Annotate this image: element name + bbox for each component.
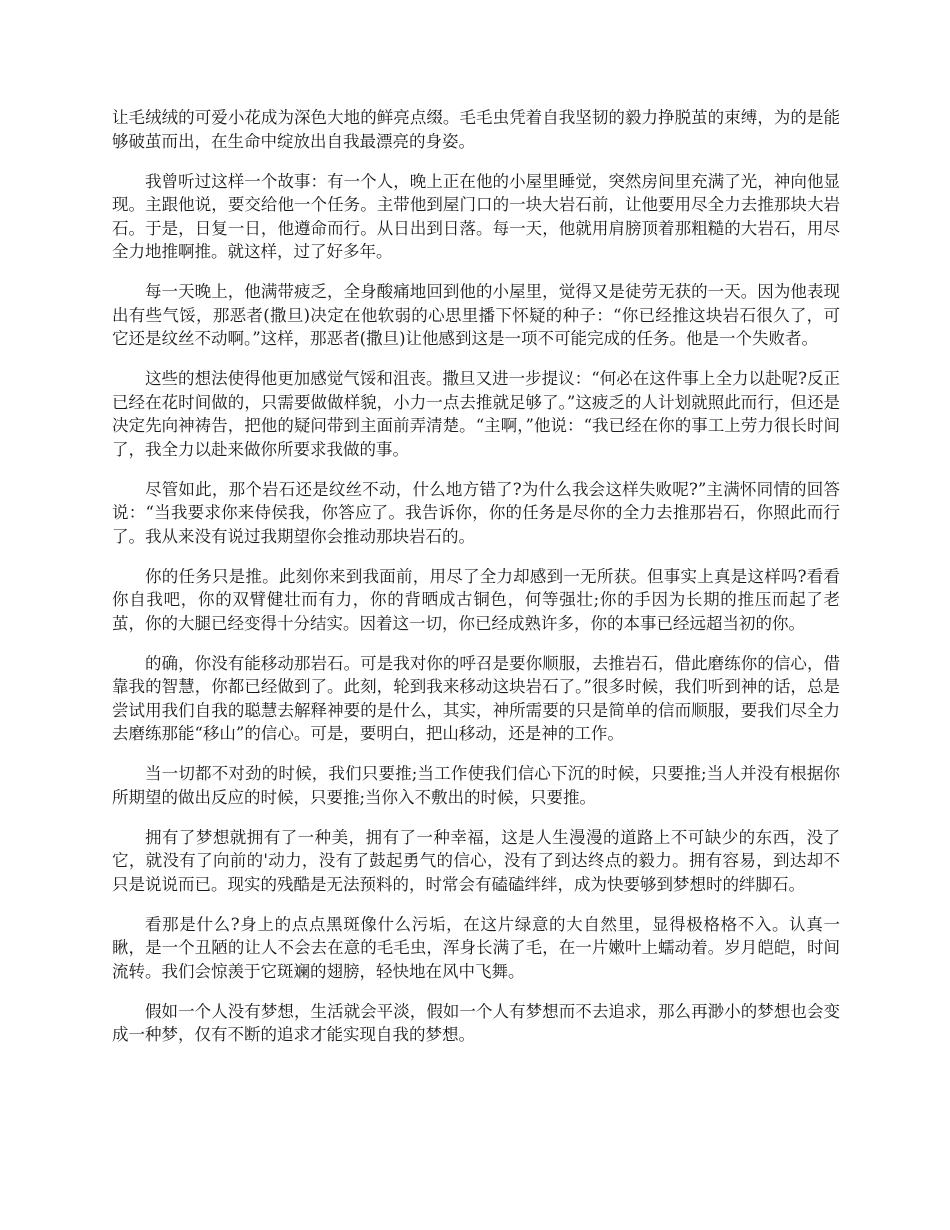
paragraph: 看那是什么?身上的点点黑斑像什么污垢，在这片绿意的大自然里，显得极格格不入。认真一瞅，是一个丑陋的让人不会去在意的毛毛虫，浑身长满了毛，在一片嫩叶上蠕动着。岁月皑皑，时间流转。我们会惊羡于它斑斓的翅膀，轻快地在风中飞舞。	[112, 914, 840, 981]
document-body	[112, 106, 840, 1063]
paragraph: 你的任务只是推。此刻你来到我面前，用尽了全力却感到一无所获。但事实上真是这样吗?看看你自我吧，你的双臂健壮而有力，你的背晒成古铜色，何等强壮;你的手因为长期的推压而起了老茧，你的大腿已经变得十分结实。因着这一切，你已经成熟许多，你的本事已经远超当初的你。	[112, 566, 840, 633]
paragraph: 的确，你没有能移动那岩石。可是我对你的呼召是要你顺服，去推岩石，借此磨练你的信心，借靠我的智慧，你都已经做到了。此刻，轮到我来移动这块岩石了。”很多时候，我们听到神的话，总是尝试用我们自我的聪慧去解释神要的是什么，其实，神所需要的只是简单的信而顺服，要我们尽全力去磨练那能“移山”的信心。可是，要明白，把山移动，还是神的工作。	[112, 653, 840, 743]
paragraph: 这些的想法使得他更加感觉气馁和沮丧。撒旦又进一步提议：“何必在这件事上全力以赴呢?反正已经在花时间做的，只需要做做样貌，小力一点去推就足够了。”这疲乏的人计划就照此而行，但还是决定先向神祷告，把他的疑问带到主面前弄清楚。“主啊，”他说：“我已经在你的事工上劳力很长时间了，我全力以赴来做你所要求我做的事。	[112, 369, 840, 459]
paragraph: 当一切都不对劲的时候，我们只要推;当工作使我们信心下沉的时候，只要推;当人并没有根据你所期望的做出反应的时候，只要推;当你入不敷出的时候，只要推。	[112, 764, 840, 807]
paragraph: 尽管如此，那个岩石还是纹丝不动，什么地方错了?为什么我会这样失败呢?”主满怀同情的回答说：“当我要求你来侍侯我，你答应了。我告诉你，你的任务是尽你的全力去推那岩石，你照此而行了。我从来没有说过我期望你会推动那块岩石的。	[112, 479, 840, 546]
paragraph: 拥有了梦想就拥有了一种美，拥有了一种幸福，这是人生漫漫的道路上不可缺少的东西，没了它，就没有了向前的'动力，没有了鼓起勇气的信心，没有了到达终点的毅力。拥有容易，到达却不只是说说而已。现实的残酷是无法预料的，时常会有磕磕绊绊，成为快要够到梦想时的绊脚石。	[112, 827, 840, 894]
paragraph: 让毛绒绒的可爱小花成为深色大地的鲜亮点缀。毛毛虫凭着自我坚韧的毅力挣脱茧的束缚，为的是能够破茧而出，在生命中绽放出自我最漂亮的身姿。	[112, 108, 840, 151]
paragraph: 我曾听过这样一个故事：有一个人，晚上正在他的小屋里睡觉，突然房间里充满了光，神向他显现。主跟他说，要交给他一个任务。主带他到屋门口的一块大岩石前，让他要用尽全力去推那块大岩石。于是，日复一日，他遵命而行。从日出到日落。每一天，他就用肩膀顶着那粗糙的大岩石，用尽全力地推啊推。就这样，过了好多年。	[112, 171, 840, 261]
paragraph: 每一天晚上，他满带疲乏，全身酸痛地回到他的小屋里，觉得又是徒劳无获的一天。因为他表现出有些气馁，那恶者(撒旦)决定在他软弱的心思里播下怀疑的种子：“你已经推这块岩石很久了，可它还是纹丝不动啊。”这样，那恶者(撒旦)让他感到这是一项不可能完成的任务。他是一个失败者。	[112, 282, 840, 348]
paragraph: 假如一个人没有梦想，生活就会平淡，假如一个人有梦想而不去追求，那么再渺小的梦想也会变成一种梦，仅有不断的追求才能实现自我的梦想。	[112, 1001, 840, 1044]
